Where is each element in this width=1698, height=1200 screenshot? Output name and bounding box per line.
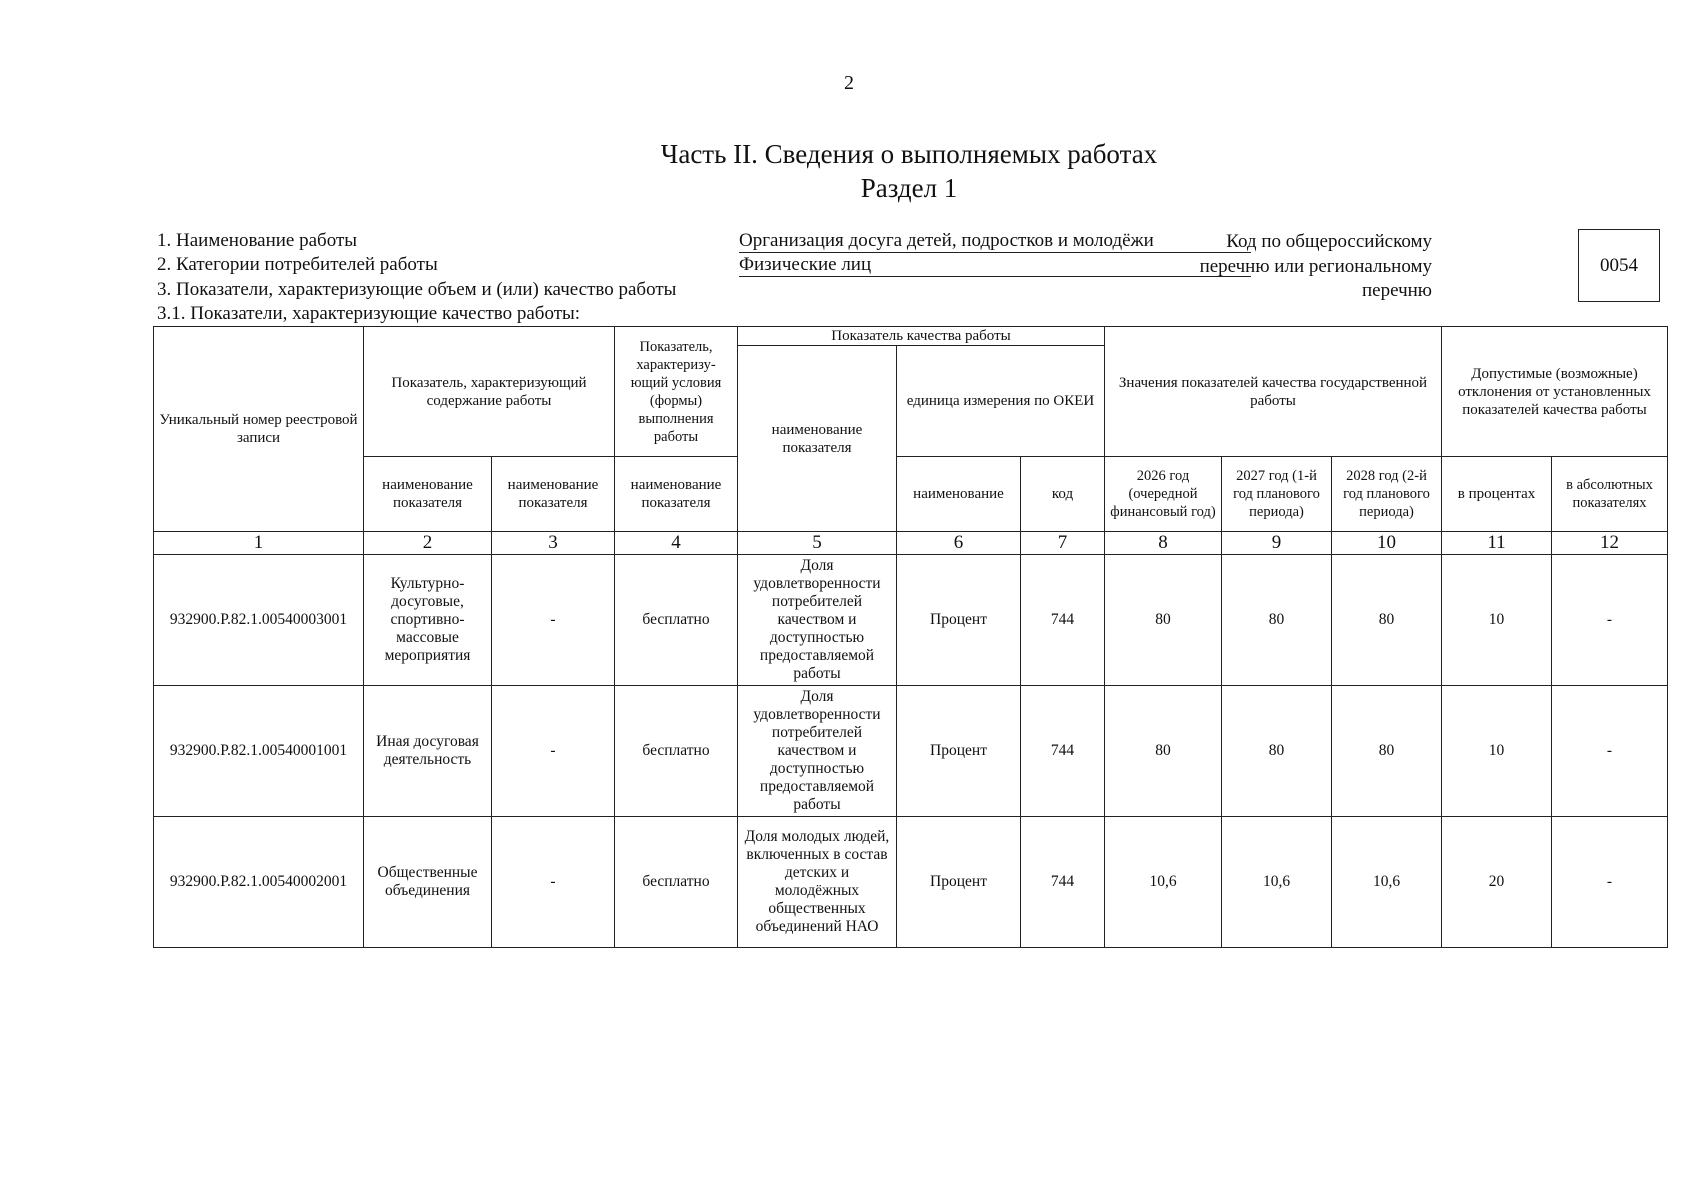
code-value: 0054	[1600, 254, 1638, 276]
table-row	[154, 555, 1668, 686]
column-number: 2	[364, 532, 492, 555]
content-indicator: Иная досуговая деятельность	[364, 686, 492, 817]
code-label-line-3: перечню	[1362, 280, 1432, 301]
header-indicator-name: наименование показателя	[738, 346, 897, 532]
column-number: 10	[1332, 532, 1442, 555]
content-indicator-2: -	[492, 817, 615, 948]
content-indicator-2: -	[492, 555, 615, 686]
registry-number: 932900.Р.82.1.00540002001	[154, 817, 364, 948]
indicators-label: 3. Показатели, характеризующие объем и (или) качество работы	[157, 279, 677, 300]
header-row-1	[154, 327, 1668, 346]
work-name-value: Организация досуга детей, подростков и молодёжи	[739, 230, 1251, 253]
column-number: 3	[492, 532, 615, 555]
value-2026: 80	[1105, 555, 1222, 686]
quality-indicator-name: Доля молодых людей, включенных в состав детских и молодёжных общественных объединений НАО	[738, 817, 897, 948]
value-2026: 10,6	[1105, 817, 1222, 948]
code-label	[1200, 230, 1432, 304]
consumers-value: Физические лиц	[739, 254, 1251, 277]
header-year-2028: 2028 год (2-й год планового периода)	[1332, 457, 1442, 532]
column-number: 1	[154, 532, 364, 555]
work-name-label: 1. Наименование работы	[157, 230, 358, 251]
content-indicator: Культурно-досуговые, спортивно-массовые мероприятия	[364, 555, 492, 686]
deviation-percent: 20	[1442, 817, 1552, 948]
quality-indicators-label: 3.1. Показатели, характеризующие качество работы:	[157, 303, 581, 324]
unit-code: 744	[1021, 686, 1105, 817]
header-unit-name: наименование	[897, 457, 1021, 532]
deviation-percent: 10	[1442, 686, 1552, 817]
column-number: 6	[897, 532, 1021, 555]
deviation-absolute: -	[1552, 817, 1668, 948]
registry-number: 932900.Р.82.1.00540003001	[154, 555, 364, 686]
table-row	[154, 817, 1668, 948]
header-in-absolute: в абсолютных показателях	[1552, 457, 1668, 532]
document-title: Часть II. Сведения о выполняемых работах	[660, 139, 1158, 169]
value-2028: 10,6	[1332, 817, 1442, 948]
section-title: Раздел 1	[860, 173, 958, 203]
value-2028: 80	[1332, 555, 1442, 686]
unit-name: Процент	[897, 555, 1021, 686]
column-number: 11	[1442, 532, 1552, 555]
code-label-line-1: Код по общероссийскому	[1226, 231, 1432, 252]
code-label-line-2: перечню или региональному	[1199, 255, 1432, 277]
content-indicator: Общественные объединения	[364, 817, 492, 948]
header-sub-name-3: наименование показателя	[492, 457, 615, 532]
quality-indicator-name: Доля удовлетворенности потребителей качеством и доступностью предоставляемой работы	[738, 555, 897, 686]
header-unit-code: код	[1021, 457, 1105, 532]
header-sub-name-2: наименование показателя	[364, 457, 492, 532]
header-row-3	[154, 457, 1668, 532]
column-number: 8	[1105, 532, 1222, 555]
header-unit-group: единица измерения по ОКЕИ	[897, 346, 1105, 457]
table-row	[154, 686, 1668, 817]
header-year-2027: 2027 год (1-й год планового периода)	[1222, 457, 1332, 532]
deviation-absolute: -	[1552, 686, 1668, 817]
consumers-label: 2. Категории потребителей работы	[157, 254, 438, 275]
unit-name: Процент	[897, 686, 1021, 817]
header-conditions-group: Показатель, характеризу-ющий условия (формы) выполнения работы	[615, 327, 738, 457]
code-box	[1578, 229, 1660, 302]
column-number: 7	[1021, 532, 1105, 555]
value-2027: 80	[1222, 555, 1332, 686]
unit-code: 744	[1021, 555, 1105, 686]
unit-code: 744	[1021, 817, 1105, 948]
registry-number: 932900.Р.82.1.00540001001	[154, 686, 364, 817]
header-year-2026: 2026 год (очередной финансовый год)	[1105, 457, 1222, 532]
condition-indicator: бесплатно	[615, 686, 738, 817]
header-sub-name-4: наименование показателя	[615, 457, 738, 532]
column-numbers-row	[154, 532, 1668, 555]
header-deviation-group: Допустимые (возможные) отклонения от установленных показателей качества работы	[1442, 327, 1668, 457]
header-values-group: Значения показателей качества государственной работы	[1105, 327, 1442, 457]
column-number: 9	[1222, 532, 1332, 555]
header-quality-group: Показатель качества работы	[738, 327, 1105, 346]
header-in-percent: в процентах	[1442, 457, 1552, 532]
unit-name: Процент	[897, 817, 1021, 948]
condition-indicator: бесплатно	[615, 817, 738, 948]
header-content-group: Показатель, характеризующий содержание работы	[364, 327, 615, 457]
value-2027: 80	[1222, 686, 1332, 817]
quality-indicator-name: Доля удовлетворенности потребителей качеством и доступностью предоставляемой работы	[738, 686, 897, 817]
deviation-absolute: -	[1552, 555, 1668, 686]
column-number: 4	[615, 532, 738, 555]
value-2026: 80	[1105, 686, 1222, 817]
deviation-percent: 10	[1442, 555, 1552, 686]
condition-indicator: бесплатно	[615, 555, 738, 686]
quality-table	[153, 326, 1668, 948]
content-indicator-2: -	[492, 686, 615, 817]
column-number: 5	[738, 532, 897, 555]
value-2028: 80	[1332, 686, 1442, 817]
column-number: 12	[1552, 532, 1668, 555]
value-2027: 10,6	[1222, 817, 1332, 948]
header-registry: Уникальный номер реестровой записи	[154, 327, 364, 532]
page-number: 2	[844, 72, 854, 94]
